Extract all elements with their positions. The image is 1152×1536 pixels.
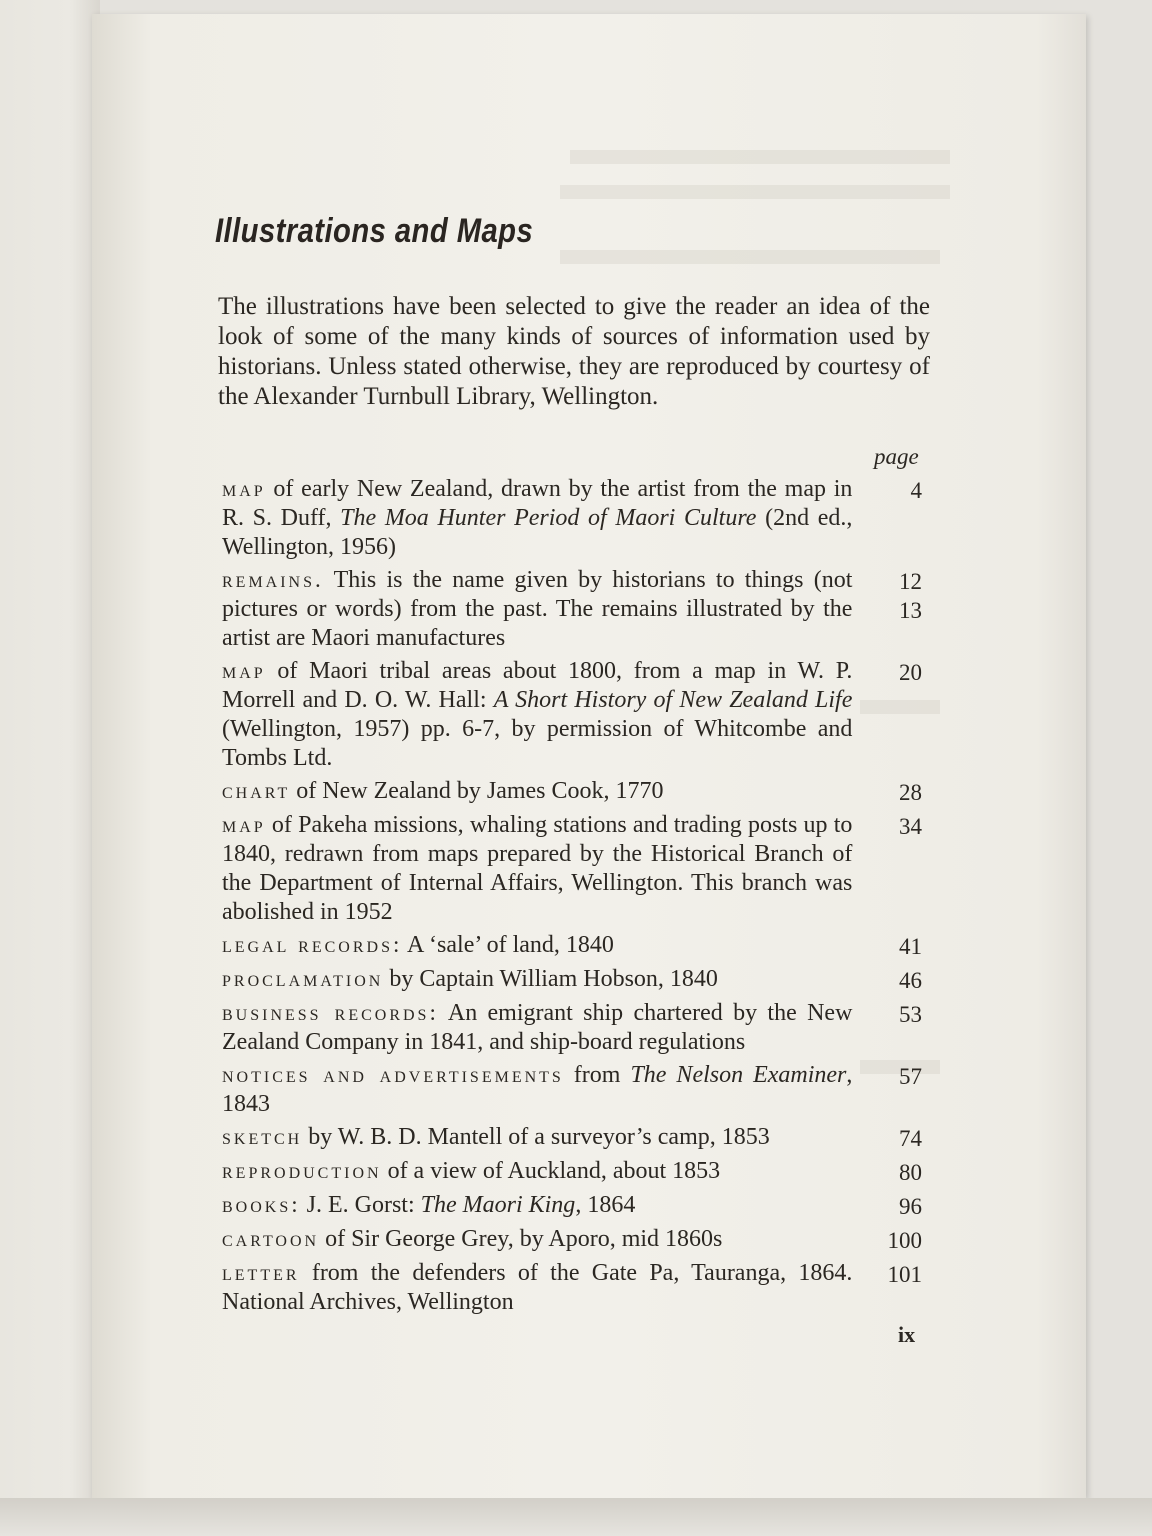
entry-text: A ‘sale’ of land, 1840 [402, 932, 614, 958]
entry-description [222, 1224, 852, 1255]
entry-text: of Maori tribal areas about 1800, from a map in W. P. Morrell and D. O. W. Hall: [222, 658, 853, 713]
entry-title-italic: A Short History of New Zealand Life [493, 687, 853, 713]
entry-text-continued: (2nd ed., Wellington, 1956) [222, 505, 853, 560]
page-column-heading: page [874, 444, 919, 469]
table-surface [0, 1498, 1152, 1536]
entry-description [222, 998, 852, 1057]
list-item [222, 474, 922, 562]
list-item [222, 1122, 922, 1153]
entry-page-numbers [852, 1060, 922, 1119]
entry-page-numbers [852, 810, 922, 927]
show-through-text [560, 250, 940, 264]
entry-text: of a view of Auckland, about 1853 [381, 1158, 721, 1184]
entry-text: of New Zealand by James Cook, 1770 [290, 778, 664, 804]
page-number: 13 [899, 598, 922, 623]
entry-label: reproduction [222, 1158, 382, 1183]
entry-description [222, 656, 852, 773]
page-number: 74 [899, 1126, 922, 1151]
list-item [222, 998, 922, 1057]
entry-text: J. E. Gorst: [300, 1192, 421, 1218]
entry-text-continued: (Wellington, 1957) pp. 6-7, by permission of Whitcombe and Tombs Ltd. [222, 716, 853, 771]
entry-description [222, 776, 852, 807]
entry-page-numbers [852, 1122, 922, 1153]
entry-label: map [222, 658, 266, 683]
entry-title-italic: The Maori King [420, 1192, 576, 1218]
entry-description [222, 1122, 852, 1153]
entry-description [222, 930, 852, 961]
list-item [222, 1156, 922, 1187]
entry-page-numbers [852, 1224, 922, 1255]
entry-page-numbers [852, 474, 922, 562]
illustrations-list [222, 474, 922, 1320]
page-number: 34 [899, 814, 922, 839]
entry-label: letter [222, 1260, 300, 1285]
entry-description [222, 1190, 852, 1221]
list-item [222, 1060, 922, 1119]
list-item [222, 1258, 922, 1317]
folio-page-number: ix [898, 1322, 916, 1347]
page-number: 41 [899, 934, 922, 959]
entry-text-continued: , 1864 [575, 1192, 636, 1218]
entry-title-italic: The Moa Hunter Period of Maori Culture [340, 505, 757, 531]
entry-label: legal records: [222, 932, 403, 957]
list-item [222, 565, 922, 653]
entry-description [222, 1060, 852, 1119]
facing-page-edge [0, 0, 100, 1536]
entry-label: sketch [222, 1124, 303, 1149]
list-item [222, 1224, 922, 1255]
list-item [222, 964, 922, 995]
page-number: 12 [899, 569, 922, 594]
show-through-text [560, 185, 950, 199]
page-number: 96 [899, 1194, 922, 1219]
entry-label: notices and advertisements [222, 1062, 564, 1087]
entry-label: proclamation [222, 966, 384, 991]
entry-label: business records: [222, 1000, 439, 1025]
entry-page-numbers [852, 656, 922, 773]
entry-description [222, 1258, 852, 1317]
list-item [222, 1190, 922, 1221]
entry-text: An emigrant ship chartered by the New Zealand Company in 1841, and ship-board regulations [222, 1000, 853, 1055]
entry-page-numbers [852, 964, 922, 995]
page-title: Illustrations and Maps [215, 212, 534, 250]
page-number: 20 [899, 660, 922, 685]
page-number: 46 [899, 968, 922, 993]
show-through-text [570, 150, 950, 164]
entry-text: by Captain William Hobson, 1840 [383, 966, 718, 992]
entry-description [222, 810, 852, 927]
list-item [222, 656, 922, 773]
entry-label: books: [222, 1192, 301, 1217]
entry-label: cartoon [222, 1226, 320, 1251]
list-item [222, 930, 922, 961]
entry-page-numbers [852, 1190, 922, 1221]
list-item [222, 776, 922, 807]
entry-page-numbers [852, 998, 922, 1057]
entry-page-numbers [852, 930, 922, 961]
entry-text: from [563, 1062, 631, 1088]
intro-paragraph: The illustrations have been selected to give the reader an idea of the look of some of the many kinds of sources of information used by historians. Unless stated otherwise, they are reproduced by courtesy of the Alexander Turnbull Library, Wellington. [218, 293, 930, 410]
entry-description [222, 1156, 852, 1187]
entry-page-numbers [852, 776, 922, 807]
entry-text: This is the name given by historians to things (not pictures or words) from the past. The remains illustrated by the artist are Maori manufactures [222, 567, 853, 651]
entry-text: of early New Zealand, drawn by the artist from the map in R. S. Duff, [222, 476, 853, 531]
entry-label: map [222, 812, 266, 837]
page-number: 100 [887, 1228, 922, 1253]
page-number: 28 [899, 780, 922, 805]
entry-page-numbers [852, 565, 922, 653]
entry-text-continued: , 1843 [222, 1062, 853, 1117]
entry-text: by W. B. D. Mantell of a surveyor’s camp, 1853 [302, 1124, 770, 1150]
page-number: 53 [899, 1002, 922, 1027]
entry-title-italic: The Nelson Examiner [630, 1062, 847, 1088]
entry-description [222, 964, 852, 995]
entry-text: of Pakeha missions, whaling stations and trading posts up to 1840, redrawn from maps prepared by the Historical Branch of the Department of Internal Affairs, Wellington. This branch was abolished in 1952 [222, 812, 853, 925]
entry-description [222, 474, 852, 562]
page-number: 4 [910, 478, 922, 503]
page-number: 80 [899, 1160, 922, 1185]
entry-text: from the defenders of the Gate Pa, Tauranga, 1864. National Archives, Wellington [222, 1260, 853, 1315]
page-number: 57 [899, 1064, 922, 1089]
entry-page-numbers [852, 1156, 922, 1187]
entry-text: of Sir George Grey, by Aporo, mid 1860s [319, 1226, 723, 1252]
entry-label: remains. [222, 567, 324, 592]
entry-label: chart [222, 778, 291, 803]
page-number: 101 [887, 1262, 922, 1287]
entry-label: map [222, 476, 266, 501]
list-item [222, 810, 922, 927]
entry-page-numbers [852, 1258, 922, 1317]
entry-description [222, 565, 852, 653]
